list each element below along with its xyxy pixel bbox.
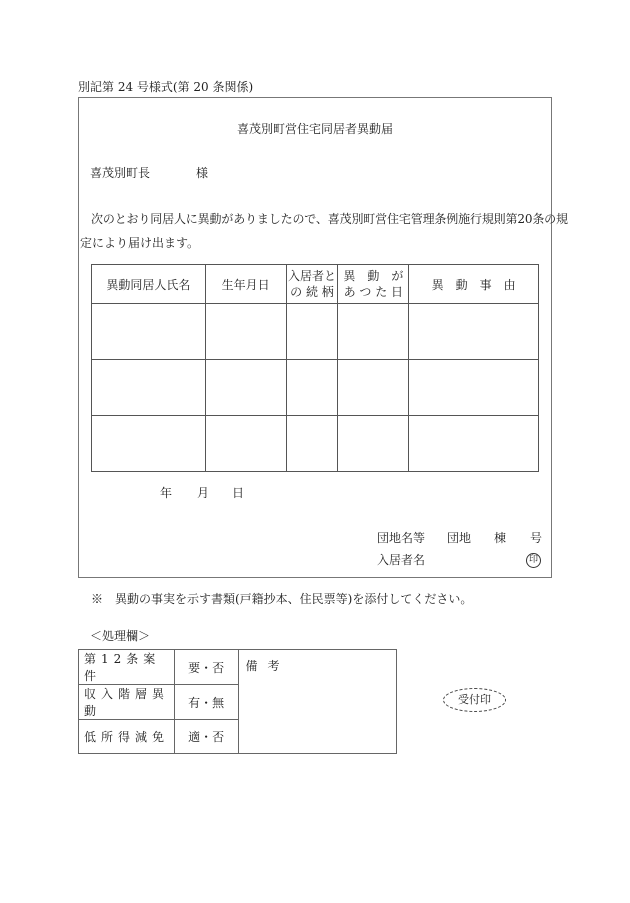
cell-relationship[interactable] xyxy=(286,304,338,360)
header-relationship-line2: の 続 柄 xyxy=(290,285,334,299)
header-relationship-line1: 入居者と xyxy=(287,269,336,283)
processing-label: 低所得減免 xyxy=(79,720,175,754)
cell-name[interactable] xyxy=(92,360,206,416)
date-year: 年 xyxy=(160,486,173,500)
remarks-cell xyxy=(238,650,396,754)
change-table xyxy=(91,264,539,472)
number-unit: 号 xyxy=(530,531,543,545)
header-relationship xyxy=(286,265,338,304)
processing-value[interactable]: 適・否 xyxy=(174,720,238,754)
resident-label: 入居者名 xyxy=(377,553,426,567)
reception-stamp: 受付印 xyxy=(443,688,506,712)
attachment-note: ※ 異動の事実を示す書類(戸籍抄本、住民票等)を添付してください。 xyxy=(91,592,473,606)
processing-label: 収入階層異動 xyxy=(79,685,175,720)
form-title-text: 喜茂別町営住宅同居者異動届 xyxy=(236,122,393,136)
complex-unit: 団地 xyxy=(447,531,472,545)
form-reference: 別記第 24 号様式(第 20 条関係) xyxy=(78,80,254,94)
processing-heading: ＜処理欄＞ xyxy=(90,629,151,643)
seal-icon: 印 xyxy=(526,553,541,568)
cell-birthdate[interactable] xyxy=(205,360,286,416)
addressee-honorific: 様 xyxy=(196,166,209,180)
cell-birthdate[interactable] xyxy=(205,416,286,472)
cell-reason[interactable] xyxy=(409,360,539,416)
remarks-label: 備考 xyxy=(245,659,290,673)
processing-value[interactable]: 要・否 xyxy=(174,650,238,685)
processing-value[interactable]: 有・無 xyxy=(174,685,238,720)
table-row xyxy=(92,360,539,416)
cell-relationship[interactable] xyxy=(286,416,338,472)
complex-label: 団地名等 xyxy=(377,531,426,545)
header-birthdate: 生年月日 xyxy=(205,265,286,304)
date-day: 日 xyxy=(232,486,245,500)
cell-relationship[interactable] xyxy=(286,360,338,416)
cell-reason[interactable] xyxy=(409,304,539,360)
processing-label: 第12条案件 xyxy=(79,650,175,685)
cell-change-date[interactable] xyxy=(338,304,409,360)
header-name: 異動同居人氏名 xyxy=(92,265,206,304)
processing-row xyxy=(79,650,397,685)
cell-birthdate[interactable] xyxy=(205,304,286,360)
body-text-line2: 定により届け出ます。 xyxy=(80,236,200,250)
table-header-row xyxy=(92,265,539,304)
header-change-date-line1: 異 動 が xyxy=(343,269,404,283)
form-title xyxy=(0,120,630,137)
date-month: 月 xyxy=(197,486,210,500)
cell-reason[interactable] xyxy=(409,416,539,472)
header-change-date-line2: あ つ た 日 xyxy=(343,285,404,299)
addressee-name: 喜茂別町長 xyxy=(90,166,151,180)
cell-change-date[interactable] xyxy=(338,416,409,472)
table-row xyxy=(92,416,539,472)
cell-name[interactable] xyxy=(92,304,206,360)
seal-mark xyxy=(526,551,541,568)
body-text-line1: 次のとおり同居人に異動がありましたので、喜茂別町営住宅管理条例施行規則第20条の規 xyxy=(91,212,568,226)
cell-name[interactable] xyxy=(92,416,206,472)
cell-change-date[interactable] xyxy=(338,360,409,416)
header-reason: 異 動 事 由 xyxy=(409,265,539,304)
processing-table xyxy=(78,649,397,754)
header-change-date xyxy=(338,265,409,304)
building-unit: 棟 xyxy=(494,531,507,545)
table-row xyxy=(92,304,539,360)
